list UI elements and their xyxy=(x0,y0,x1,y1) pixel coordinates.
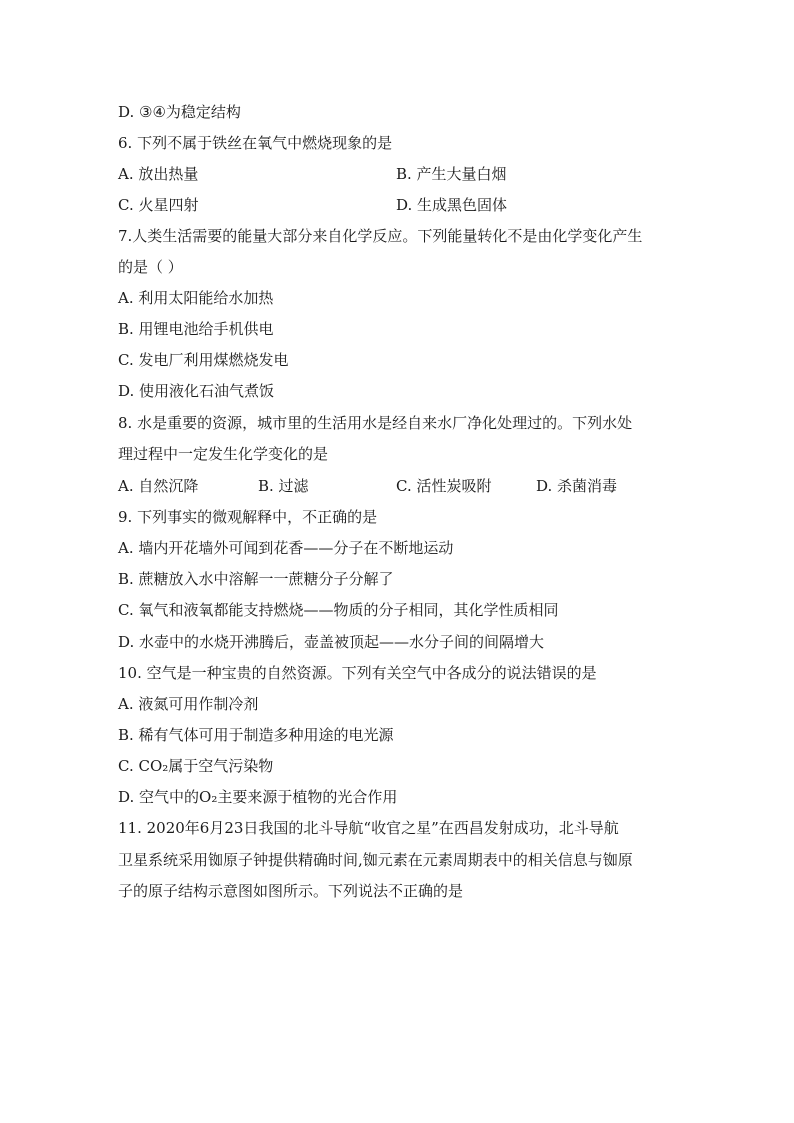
q11-stem-line3: 子的原子结构示意图如图所示。下列说法不正确的是 xyxy=(118,882,464,900)
q6-option-d: D. 生成黑色固体 xyxy=(396,196,508,214)
q8-option-b: B. 过滤 xyxy=(258,477,309,495)
q6-option-c: C. 火星四射 xyxy=(118,196,199,214)
q10-option-b: B. 稀有气体可用于制造多种用途的电光源 xyxy=(118,726,394,744)
q6-stem: 6. 下列不属于铁丝在氧气中燃烧现象的是 xyxy=(118,134,393,152)
q7-stem-line1: 7.人类生活需要的能量大部分来自化学反应。下列能量转化不是由化学变化产生 xyxy=(118,227,643,245)
q11-stem-line2: 卫星系统采用铷原子钟提供精确时间,铷元素在元素周期表中的相关信息与铷原 xyxy=(118,851,633,869)
q9-stem: 9. 下列事实的微观解释中，不正确的是 xyxy=(118,508,378,526)
q7-option-c: C. 发电厂利用煤燃烧发电 xyxy=(118,351,289,369)
q7-option-b: B. 用锂电池给手机供电 xyxy=(118,320,274,338)
q10-stem: 10. 空气是一种宝贵的自然资源。下列有关空气中各成分的说法错误的是 xyxy=(118,664,597,682)
q10-option-c: C. CO₂属于空气污染物 xyxy=(118,757,274,775)
q9-option-d: D. 水壶中的水烧开沸腾后，壶盖被顶起——水分子间的间隔增大 xyxy=(118,633,545,651)
q8-option-d: D. 杀菌消毒 xyxy=(536,477,618,495)
q6-option-a: A. 放出热量 xyxy=(118,165,199,183)
q7-option-d: D. 使用液化石油气煮饭 xyxy=(118,382,275,400)
q10-option-a: A. 液氮可用作制冷剂 xyxy=(118,695,259,713)
q8-stem-line1: 8. 水是重要的资源，城市里的生活用水是经自来水厂净化处理过的。下列水处 xyxy=(118,414,633,432)
q5-option-d: D. ③④为稳定结构 xyxy=(118,103,241,121)
q7-option-a: A. 利用太阳能给水加热 xyxy=(118,289,274,307)
q9-option-c: C. 氧气和液氧都能支持燃烧——物质的分子相同，其化学性质相同 xyxy=(118,601,559,619)
q9-option-a: A. 墙内开花墙外可闻到花香——分子在不断地运动 xyxy=(118,539,454,557)
q8-option-a: A. 自然沉降 xyxy=(118,477,199,495)
q8-option-c: C. 活性炭吸附 xyxy=(396,477,492,495)
q11-stem-line1: 11. 2020年6月23日我国的北斗导航“收官之星”在西昌发射成功，北斗导航 xyxy=(118,819,619,837)
q7-stem-line2: 的是（ ） xyxy=(118,258,183,276)
q10-option-d: D. 空气中的O₂主要来源于植物的光合作用 xyxy=(118,788,398,806)
q8-stem-line2: 理过程中一定发生化学变化的是 xyxy=(118,445,329,463)
q9-option-b: B. 蔗糖放入水中溶解一一蔗糖分子分解了 xyxy=(118,570,394,588)
q6-option-b: B. 产生大量白烟 xyxy=(396,165,507,183)
